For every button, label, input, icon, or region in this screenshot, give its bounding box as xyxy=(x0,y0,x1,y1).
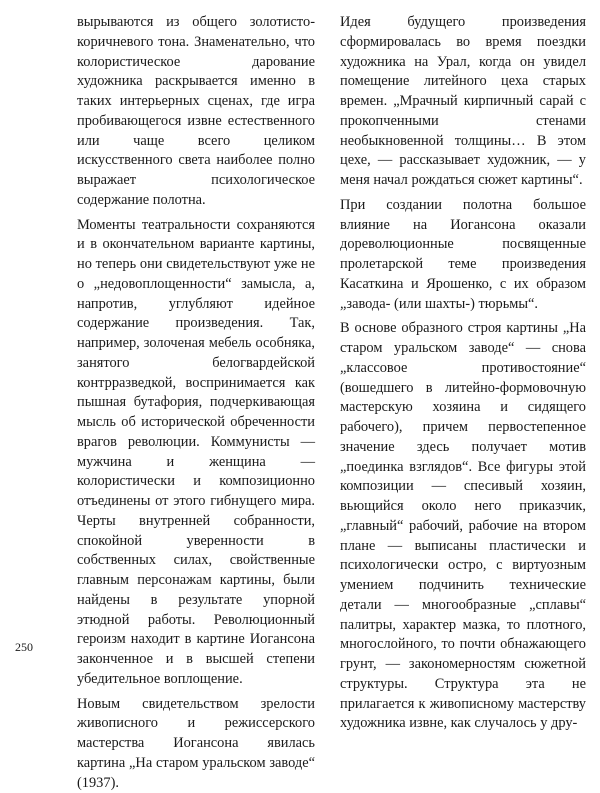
page-number: 250 xyxy=(15,640,33,654)
paragraph: При создании полотна большое влияние на Иогансона оказали дореволюционные посвященные пролетарской теме произведения Касаткина и Ярошенко, с их образом „завода- (или шахты-) тюрьмы“. xyxy=(340,196,586,315)
paragraph: Новым свидетельством зрелости живописного и режиссерского мастерства Иогансона явилась картина „На старом уральском заводе“ (1937). xyxy=(77,695,315,793)
paragraph: Моменты театральности сохраняются и в окончательном варианте картины, но теперь они свидетельствуют уже не о „недовоплощенности“ замысла, а, напротив, углубляют идейное содержание произведения. Так, например, золоченая мебель особняка, занятого белогвардейской контрразведкой, воспринимается как пышная бутафория, подчеркивающая мысль об исторической обреченности врагов революции. Коммунисты — мужчина и женщина — колористически и композиционно отъединены от этого гибнущего мира. Черты внутренней собранности, спокойной уверенности в собственных силах, свойственные главным персонажам картины, были найдены в результате упорной этюдной работы. Революционный героизм находит в картине Иогансона законченное и в высшей степени убедительное воплощение. xyxy=(77,216,315,690)
paragraph: В основе образного строя картины „На старом уральском заводе“ — снова „классовое противостояние“ (вошедшего в литейно-формовочную мастерскую хозяина и сидящего рабочего), причем первостепенное значение здесь получает мотив „поединка взглядов“. Все фигуры этой композиции — спесивый хозяин, вьющийся около него приказчик, „главный“ рабочий, рабочие на втором плане — выписаны пластически и психологически остро, с виртуозным умением подчинить технические детали — многообразные „сплавы“ палитры, характер мазка, то плотного, многослойного, то почти обнажающего грунт, — закономерностям сюжетной структуры. Структура эта не прилагается к живописному мастерству художника извне, как случалось у дру- xyxy=(340,319,586,734)
paragraph: Идея будущего произведения сформировалась во время поездки художника на Урал, когда он увидел помещение литейного цеха старых времен. „Мрачный кирпичный сарай с прокопченными стенами необыкновенной толщины… В этом цехе, — рассказывает художник, — у меня начал рождаться сюжет картины“. xyxy=(340,13,586,191)
left-text-column xyxy=(77,13,315,793)
paragraph: вырываются из общего золотисто-коричневого тона. Знаменательно, что колористическое дарование художника раскрывается именно в таких интерьерных сценах, где игра пробивающегося извне естественного или чаще всего целиком искусственного света наиболее полно выражает психологическое содержание полотна. xyxy=(77,13,315,211)
right-text-column xyxy=(340,13,586,734)
